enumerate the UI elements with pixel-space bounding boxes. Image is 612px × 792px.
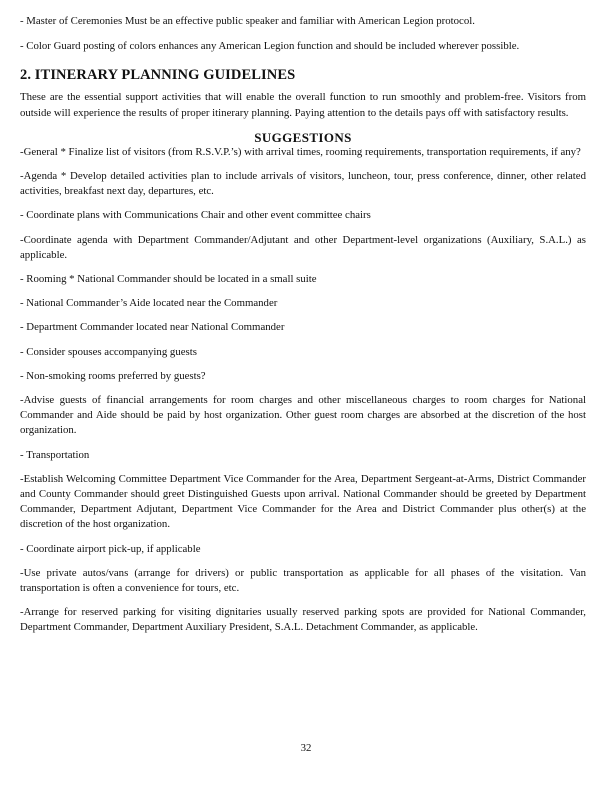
suggestion-private-autos: -Use private autos/vans (arrange for drivers) or public transportation as applicable for all phases of the visitation. Van transportation is often a convenience for tours, etc. — [20, 566, 586, 595]
suggestion-spouses: - Consider spouses accompanying guests — [20, 345, 197, 358]
suggestion-financial-arrangements: -Advise guests of financial arrangements for room charges and other miscellaneous charges to room charges for National Commander and Aide should be paid by host organization. Other guest room charges are absorbed at the discretion of the host organization. — [20, 394, 586, 437]
suggestion-agenda: -Agenda * Develop detailed activities plan to include arrivals of visitors, luncheon, tour, press conference, dinner, other related activities, breakfast next day, departures, etc. — [20, 170, 586, 198]
suggestions-heading: SUGGESTIONS — [254, 129, 352, 145]
suggestion-reserved-parking: -Arrange for reserved parking for visiting dignitaries usually reserved parking spots are provided for National Commander, Department Commander, Department Auxiliary President, S.A.L. Detachment Commander, as applicable. — [20, 606, 586, 634]
suggestion-coordinate-plans: - Coordinate plans with Communications Chair and other event committee chairs — [20, 209, 371, 222]
page-number: 32 — [300, 742, 312, 754]
suggestion-non-smoking: - Non-smoking rooms preferred by guests? — [20, 369, 206, 382]
suggestion-department-commander-room: - Department Commander located near National Commander — [20, 321, 285, 334]
suggestion-general: -General * Finalize list of visitors (from R.S.V.P.’s) with arrival times, rooming requirements, transportation requirements, if any? — [20, 145, 581, 158]
section-intro: These are the essential support activities that will enable the overall function to run smoothly and problem-free. Visitors from outside will experience the results of proper itinerary planning. Paying attention to the details pays off with satisfactory results. — [20, 91, 586, 119]
suggestion-welcoming-committee: -Establish Welcoming Committee Department Vice Commander for the Area, Department Sergeant-at-Arms, District Commander and County Commander should greet Distinguished Guests upon arrival. National Commander should be greeted by Department Commander, Department Adjutant, Department Vice Commander for the Area and District Commander plus other(s) at the discretion of the host organization. — [20, 472, 586, 531]
suggestion-aide-room: - National Commander’s Aide located near the Commander — [20, 297, 278, 310]
section-heading: 2. ITINERARY PLANNING GUIDELINES — [20, 67, 296, 84]
document-page — [20, 14, 586, 645]
intro-item-color-guard: - Color Guard posting of colors enhances any American Legion function and should be included wherever possible. — [20, 40, 520, 53]
suggestion-rooming: - Rooming * National Commander should be located in a small suite — [20, 273, 317, 286]
suggestion-transportation: - Transportation — [20, 448, 90, 461]
intro-item-master-of-ceremonies: - Master of Ceremonies Must be an effective public speaker and familiar with American Legion protocol. — [20, 15, 475, 27]
suggestion-airport-pickup: - Coordinate airport pick-up, if applicable — [20, 542, 201, 555]
suggestion-coordinate-agenda: -Coordinate agenda with Department Commander/Adjutant and other Department-level organizations (Auxiliary, S.A.L.) as applicable. — [20, 233, 586, 261]
